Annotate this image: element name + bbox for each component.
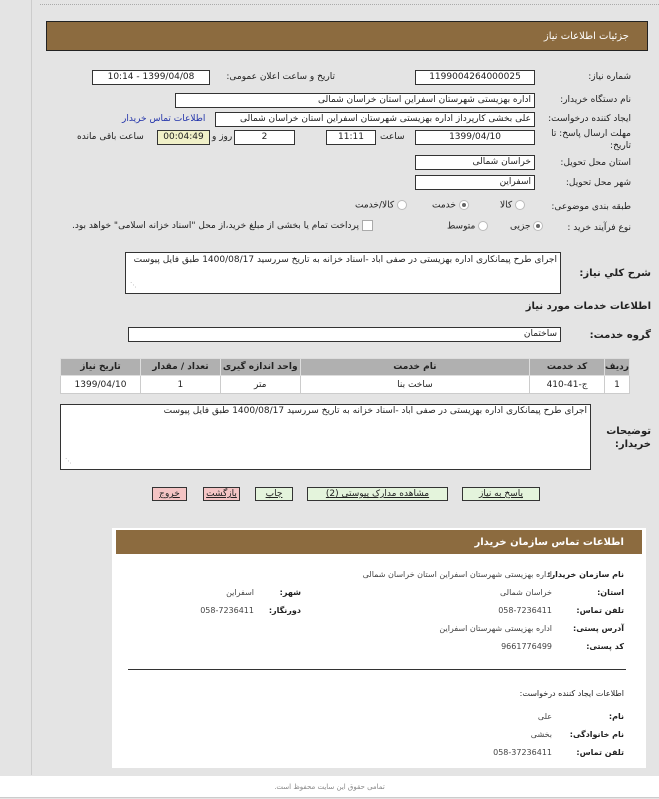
remaining-time-field: 00:04:49 [157,130,210,145]
need-number-field: 1199004264000025 [415,70,535,85]
family-label: نام خانوادگی: [569,730,624,739]
address-label: آدرس پستی: [573,624,624,633]
radio-icon[interactable] [478,221,488,231]
postal-label: کد پستی: [586,642,624,651]
radio-icon[interactable] [515,200,525,210]
col-code: کد خدمت [530,359,605,376]
announce-label: تاریخ و ساعت اعلان عمومی: [226,72,335,82]
col-unit: واحد اندازه گیری [220,359,300,376]
creator-phone-value: 058-37236411 [493,748,552,757]
radio-selected-icon[interactable] [533,221,543,231]
days-label: روز و [212,132,233,142]
time-label: ساعت [380,132,405,142]
city-label: شهر: [279,588,301,597]
family-value: بخشی [530,730,552,739]
reply-button[interactable]: پاسخ به نیاز [462,487,540,501]
category-label: طبقه بندی موضوعی: [551,202,631,212]
org-value: اداره بهزیستی شهرستان اسفراین استان خراسان شمالی [362,570,552,579]
attachments-button[interactable]: مشاهده مدارک پیوستی (2) [307,487,448,501]
radio-icon[interactable] [397,200,407,210]
province-value: خراسان شمالی [499,588,552,597]
treasury-option[interactable]: پرداخت تمام یا بخشی از مبلغ خرید،از محل "اسناد خزانه اسلامی" خواهد بود. [72,220,373,231]
services-title: اطلاعات خدمات مورد نیاز [525,301,651,312]
deadline-time-field: 11:11 [326,130,376,145]
col-quantity: تعداد / مقدار [140,359,220,376]
print-button[interactable]: چاپ [255,487,293,501]
description-label: شرح کلي نياز: [579,268,651,279]
days-field: 2 [234,130,295,145]
buyer-notes-label: توضیحات خریدار: [606,426,651,450]
creator-phone-label: تلفن تماس: [576,748,624,757]
province-field: خراسان شمالی [415,155,535,170]
province-label: استان: [597,588,624,597]
province-label: استان محل تحویل: [560,158,631,168]
process-option-medium[interactable]: متوسط [447,221,488,232]
category-option-both[interactable]: کالا/خدمت [355,200,407,211]
phone-value: 058-7236411 [498,606,552,615]
service-group-field: ساختمان [128,327,561,342]
cell-code: ج-41-410 [530,376,605,394]
table-row [61,376,630,394]
city-value: اسفراین [226,588,254,597]
buyer-contact-panel [112,528,646,768]
exit-button[interactable]: خروج [152,487,187,501]
service-group-label: گروه خدمت: [589,330,651,341]
city-label: شهر محل تحویل: [565,178,631,188]
process-option-minor[interactable]: جزیی [510,221,543,232]
divider [128,669,626,670]
creator-label: ایجاد کننده درخواست: [548,114,631,124]
col-row: ردیف [605,359,630,376]
address-value: اداره بهزیستی شهرستان اسفراین [439,624,552,633]
radio-selected-icon[interactable] [459,200,469,210]
category-option-goods[interactable]: کالا [500,200,525,211]
buyer-notes-textarea[interactable]: اجرای طرح پیمانکاری اداره بهزیستی در صفی اباد -اسناد خزانه به تاریخ سررسید 1400/08/17 طبق فایل پیوست ⋰ [60,404,591,470]
fax-value: 058-7236411 [200,606,254,615]
buyer-label: نام دستگاه خریدار: [560,95,631,105]
divider [31,0,32,775]
deadline-label: مهلت ارسال پاسخ: تا تاریخ: [551,129,631,151]
creator-title: اطلاعات ایجاد کننده درخواست: [519,689,624,698]
services-table [60,358,630,394]
name-label: نام: [608,712,624,721]
divider [40,4,659,5]
cell-row: 1 [605,376,630,394]
table-header [61,359,630,376]
cell-quantity: 1 [140,376,220,394]
cell-date: 1399/04/10 [61,376,141,394]
page-title: جزئیات اطلاعات نیاز [543,30,629,42]
phone-label: تلفن تماس: [576,606,624,615]
need-number-label: شماره نیاز: [588,72,631,82]
resize-grip-icon[interactable]: ⋰ [65,457,72,465]
city-field: اسفراین [415,175,535,190]
cell-name: ساخت بنا [300,376,529,394]
col-date: تاریخ نیاز [61,359,141,376]
buyer-contact-link[interactable]: اطلاعات تماس خریدار [122,114,206,124]
back-button[interactable]: بازگشت [203,487,240,501]
creator-field: علی بخشی کارپرداز اداره بهزیستی شهرستان اسفراین استان خراسان شمالی [215,112,535,127]
remaining-label: ساعت باقی مانده [77,132,144,142]
footer: تمامی حقوق این سایت محفوظ است. [0,776,659,798]
checkbox[interactable] [362,220,373,231]
announce-field: 1399/04/08 - 10:14 [92,70,210,85]
col-name: نام خدمت [300,359,529,376]
process-label: نوع فرآیند خرید : [567,223,631,233]
description-textarea[interactable]: اجرای طرح پیمانکاری اداره بهزیستی در صفی اباد -اسناد خزانه به تاریخ سررسید 1400/08/17 طبق فایل پیوست ⋰ [125,252,561,294]
fax-label: دورنگار: [268,606,301,615]
postal-value: 9661776499 [501,642,552,651]
org-label: نام سازمان خریدار: [547,570,624,579]
name-value: علی [537,712,552,721]
category-option-service[interactable]: خدمت [432,200,469,211]
cell-unit: متر [220,376,300,394]
buyer-field: اداره بهزیستی شهرستان اسفراین استان خراسان شمالی [175,93,535,108]
resize-grip-icon[interactable]: ⋰ [130,281,137,289]
contact-header: اطلاعات تماس سازمان خریدار [116,530,642,554]
deadline-date-field: 1399/04/10 [415,130,535,145]
page-header [46,21,648,51]
